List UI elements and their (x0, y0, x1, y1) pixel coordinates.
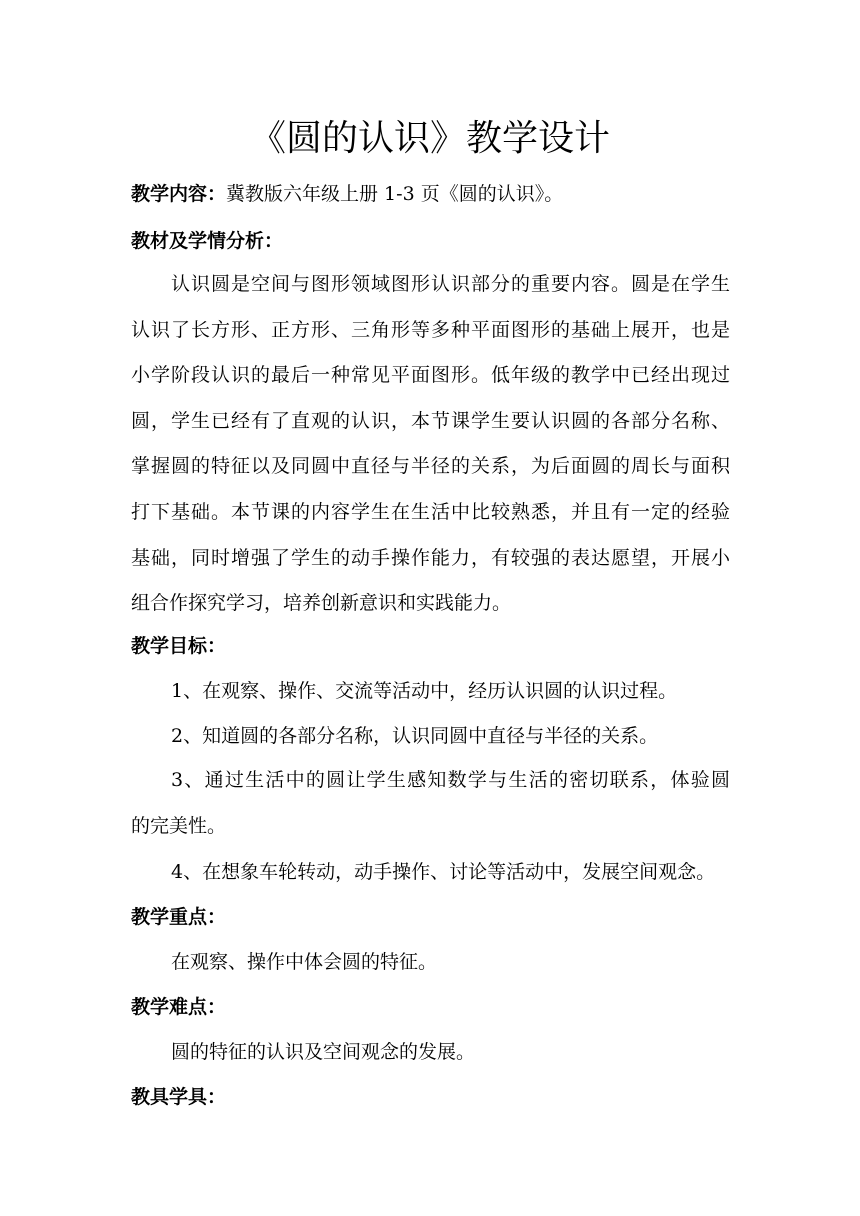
key-point-heading: 教学重点： (131, 906, 227, 928)
goals-heading: 教学目标： (131, 635, 227, 657)
analysis-line-8: 组合作探究学习，培养创新意识和实践能力。 (131, 592, 512, 615)
analysis-line-6: 打下基础。本节课的内容学生在生活中比较熟悉，并且有一定的经验 (131, 500, 730, 523)
goal-item-4: 4、在想象车轮转动，动手操作、讨论等活动中，发展空间观念。 (171, 861, 716, 883)
analysis-line-5: 掌握圆的特征以及同圆中直径与半径的关系，为后面圆的周长与面积 (131, 455, 730, 478)
tools-heading: 教具学具： (131, 1086, 227, 1108)
analysis-heading: 教材及学情分析： (131, 230, 284, 252)
content-label: 教学内容： (131, 183, 227, 205)
content-heading (131, 180, 563, 208)
analysis-line-3: 小学阶段认识的最后一种常见平面图形。低年级的教学中已经出现过 (131, 364, 730, 387)
key-point-text: 在观察、操作中体会圆的特征。 (171, 951, 438, 973)
goal-item-3-line-1: 3、通过生活中的圆让学生感知数学与生活的密切联系，体验圆 (171, 769, 730, 791)
document-title: 《圆的认识》教学设计 (249, 118, 610, 159)
analysis-line-4: 圆，学生已经有了直观的认识，本节课学生要认识圆的各部分名称、 (131, 409, 730, 432)
analysis-line-7: 基础，同时增强了学生的动手操作能力，有较强的表达愿望，开展小 (131, 546, 730, 569)
difficulty-text: 圆的特征的认识及空间观念的发展。 (171, 1041, 476, 1063)
analysis-paragraph (131, 262, 730, 627)
goal-item-2: 2、知道圆的各部分名称，认识同圆中直径与半径的关系。 (171, 725, 659, 747)
content-value: 冀教版六年级上册 1-3 页《圆的认识》。 (226, 183, 564, 205)
difficulty-heading: 教学难点： (131, 996, 227, 1018)
analysis-line-1: 认识圆是空间与图形领域图形认识部分的重要内容。圆是在学生 (171, 273, 730, 295)
goal-item-1: 1、在观察、操作、交流等活动中，经历认识圆的认识过程。 (171, 680, 678, 702)
analysis-line-2: 认识了长方形、正方形、三角形等多种平面图形的基础上展开，也是 (131, 318, 730, 341)
goal-item-3 (131, 758, 730, 849)
goal-item-3-line-2: 的完美性。 (131, 814, 227, 837)
